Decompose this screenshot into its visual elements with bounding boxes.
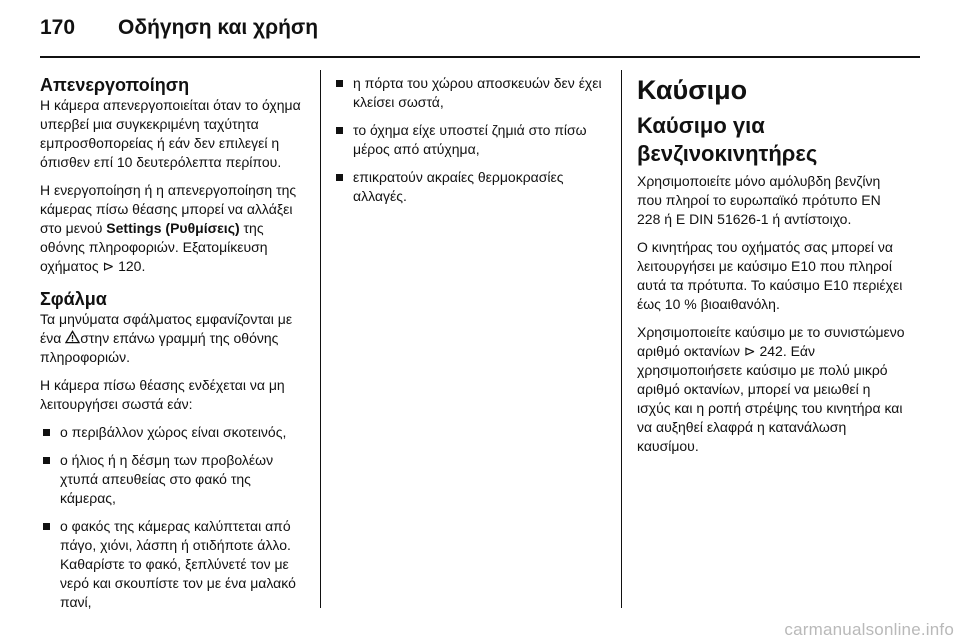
paragraph: Χρησιμοποιείτε μόνο αμόλυβδη βενζίνη που πληροί το ευρωπαϊκό πρότυπο EN 228 ή E DIN 51626-1 ή αντίστοιχο. [637, 173, 881, 227]
chapter-title: Οδήγηση και χρήση [118, 16, 319, 39]
column-left [40, 74, 308, 621]
list-item: η πόρτα του χώρου αποσκευών δεν έχει κλείσει σωστά, [333, 74, 605, 112]
condition-list-continued [333, 74, 605, 206]
list-item: το όχημα είχε υποστεί ζημιά στο πίσω μέρος από ατύχημα, [333, 121, 605, 159]
paragraph: Χρησιμοποιείτε καύσιμο με το συνιστώμενο αριθμό οκτανίων ⊳ 242. Εάν χρησιμοποιήσετε καύσιμο με πολύ μικρό αριθμό οκτανίων, μπορεί να μειωθεί η ισχύς και η ροπή στρέψης του κινητήρα και να αυξηθεί ελαφρά η κατανάλωση καυσίμου. [637, 324, 905, 454]
section-title-fuel: Καύσιμο [637, 75, 748, 105]
text-span: Τα μηνύματα σφάλματος εμφανίζονται με ένα [40, 311, 293, 346]
text-span: στην επάνω γραμμή της οθόνης πληροφοριών. [40, 330, 279, 365]
paragraph [40, 181, 308, 276]
list-item: ο περιβάλλον χώρος είναι σκοτεινός, [40, 423, 308, 442]
text-span: Η ενεργοποίηση ή η απενεργοποίηση της κάμερας πίσω θέασης μπορεί να αλλάξει στο μενού [40, 182, 297, 236]
header-rule [40, 56, 920, 58]
list-item: επικρατούν ακραίες θερμοκρασίες αλλαγές. [333, 168, 605, 206]
text-span: της οθόνης πληροφοριών. Εξατομίκευση οχήματος ⊳ 120. [40, 220, 268, 274]
watermark: carmanualsonline.info [784, 620, 954, 639]
paragraph: Η κάμερα πίσω θέασης ενδέχεται να μη λειτουργήσει σωστά εάν: [40, 377, 285, 412]
list-item: ο φακός της κάμερας καλύπτεται από πάγο, χιόνι, λάσπη ή οτιδήποτε άλλο. Καθαρίστε το φακό, ξεπλύνετέ τον με νερό και σκουπίστε τον με ένα μαλακό πανί, [40, 517, 308, 612]
paragraph [40, 310, 308, 367]
subsection-title-petrol: Καύσιμο για βενζινοκινητήρες [637, 113, 818, 166]
column-divider [320, 70, 321, 608]
warning-triangle-icon [65, 330, 80, 344]
menu-reference: Settings (Ρυθμίσεις) [106, 220, 240, 236]
column-divider [621, 70, 622, 608]
section-heading-deactivation: Απενεργοποίηση [40, 75, 190, 95]
section-heading-error: Σφάλμα [40, 289, 107, 309]
column-middle [333, 74, 605, 215]
paragraph: Ο κινητήρας του οχήματός σας μπορεί να λειτουργήσει με καύσιμο E10 που πληροί αυτά τα πρότυπα. Το καύσιμο E10 περιέχει έως 10 % βιοαιθανόλη. [637, 239, 903, 312]
condition-list [40, 423, 308, 612]
paragraph: Η κάμερα απενεργοποιείται όταν το όχημα υπερβεί μια συγκεκριμένη ταχύτητα εμπροσθοπορείας ή εάν δεν επιλεγεί η όπισθεν επί 10 δευτερόλεπτα περίπου. [40, 97, 301, 170]
column-right [637, 74, 907, 465]
page-number: 170 [40, 16, 76, 39]
list-item: ο ήλιος ή η δέσμη των προβολέων χτυπά απευθείας στο φακό της κάμερας, [40, 451, 308, 508]
